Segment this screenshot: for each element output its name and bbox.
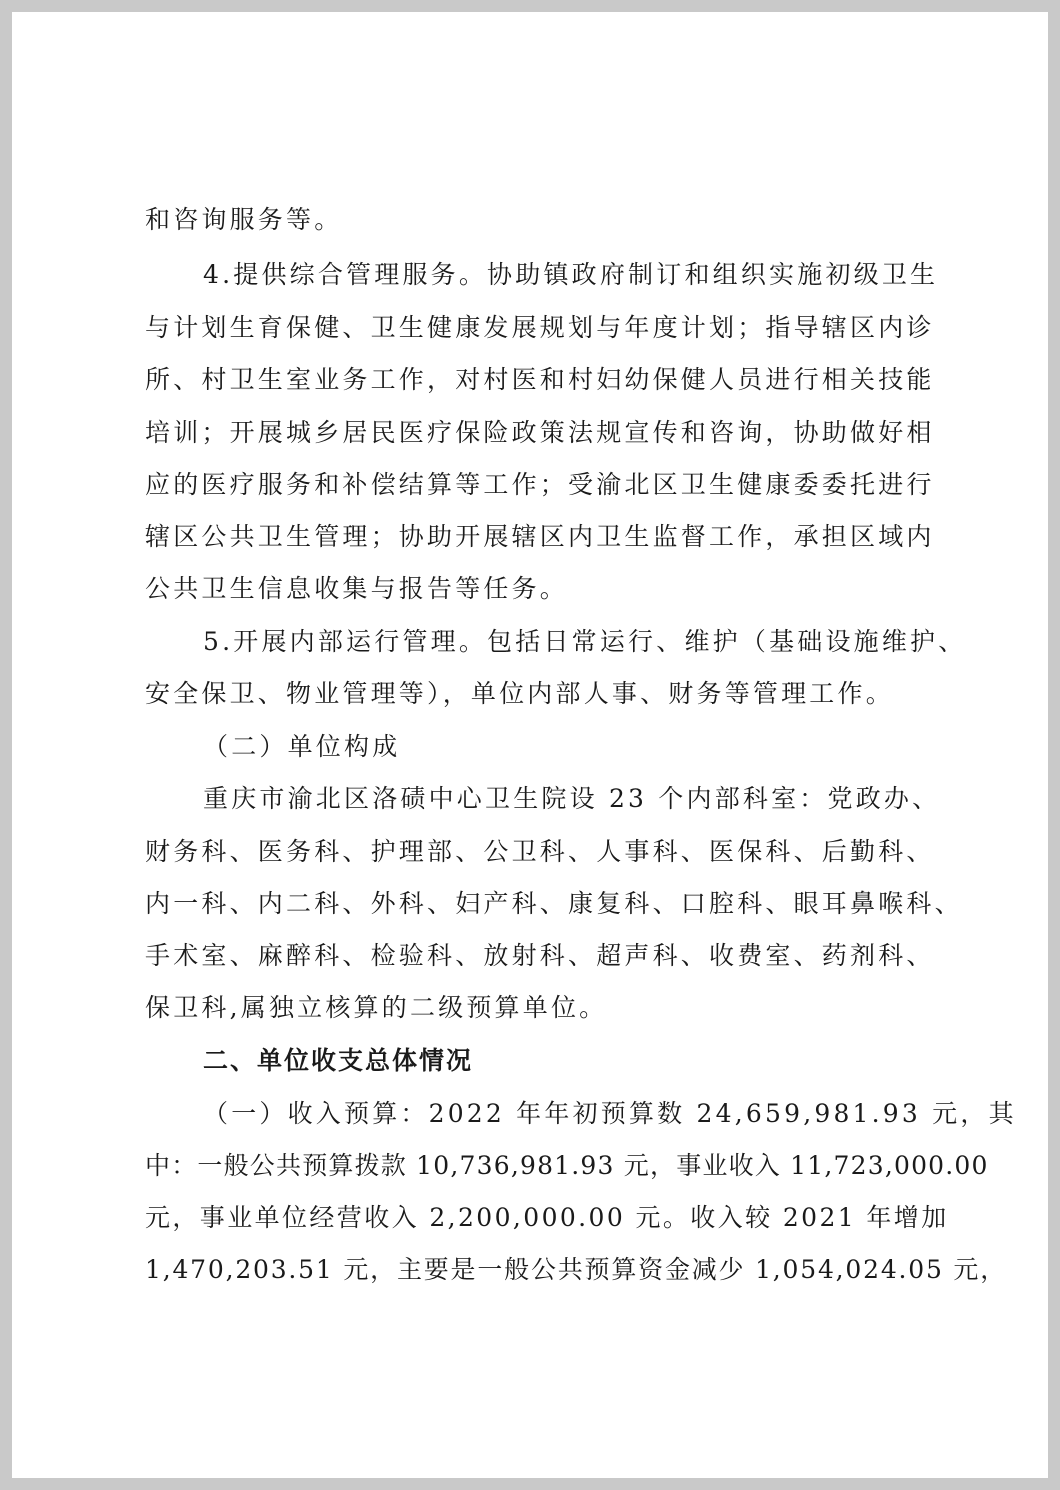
section-heading: （二）单位构成	[203, 732, 401, 761]
text-line: 内一科、内二科、外科、妇产科、康复科、口腔科、眼耳鼻喉科、	[145, 889, 963, 918]
text-line: 安全保卫、物业管理等），单位内部人事、财务等管理工作。	[145, 679, 894, 708]
text-line: 与计划生育保健、卫生健康发展规划与年度计划；指导辖区内诊	[145, 313, 935, 342]
text-line: 应的医疗服务和补偿结算等工作；受渝北区卫生健康委委托进行	[145, 470, 935, 499]
text-line: 财务科、医务科、护理部、公卫科、人事科、医保科、后勤科、	[145, 837, 935, 866]
text-line: 5.开展内部运行管理。包括日常运行、维护（基础设施维护、	[203, 627, 967, 656]
text-line: 辖区公共卫生管理；协助开展辖区内卫生监督工作，承担区域内	[145, 522, 935, 551]
chapter-heading: 二、单位收支总体情况	[203, 1046, 474, 1075]
text-line: 手术室、麻醉科、检验科、放射科、超声科、收费室、药剂科、	[145, 941, 935, 970]
text-line: 元，事业单位经营收入 2,200,000.00 元。收入较 2021 年增加	[145, 1203, 949, 1232]
text-line: 中：一般公共预算拨款 10,736,981.93 元，事业收入 11,723,000.00	[145, 1151, 989, 1180]
text-line: 所、村卫生室业务工作，对村医和村妇幼保健人员进行相关技能	[145, 365, 935, 394]
text-line: 4.提供综合管理服务。协助镇政府制订和组织实施初级卫生	[203, 260, 939, 289]
text-line: 和咨询服务等。	[145, 205, 343, 234]
text-line: 1,470,203.51 元，主要是一般公共预算资金减少 1,054,024.05 元，	[145, 1255, 1008, 1284]
text-line: 公共卫生信息收集与报告等任务。	[145, 574, 569, 603]
text-line: 培训；开展城乡居民医疗保险政策法规宣传和咨询，协助做好相	[145, 418, 935, 447]
text-line: 保卫科,属独立核算的二级预算单位。	[145, 993, 608, 1022]
text-line: 重庆市渝北区洛碛中心卫生院设 23 个内部科室：党政办、	[203, 784, 941, 813]
document-page	[12, 12, 1048, 1478]
text-line: （一）收入预算：2022 年年初预算数 24,659,981.93 元，其	[203, 1099, 1017, 1128]
